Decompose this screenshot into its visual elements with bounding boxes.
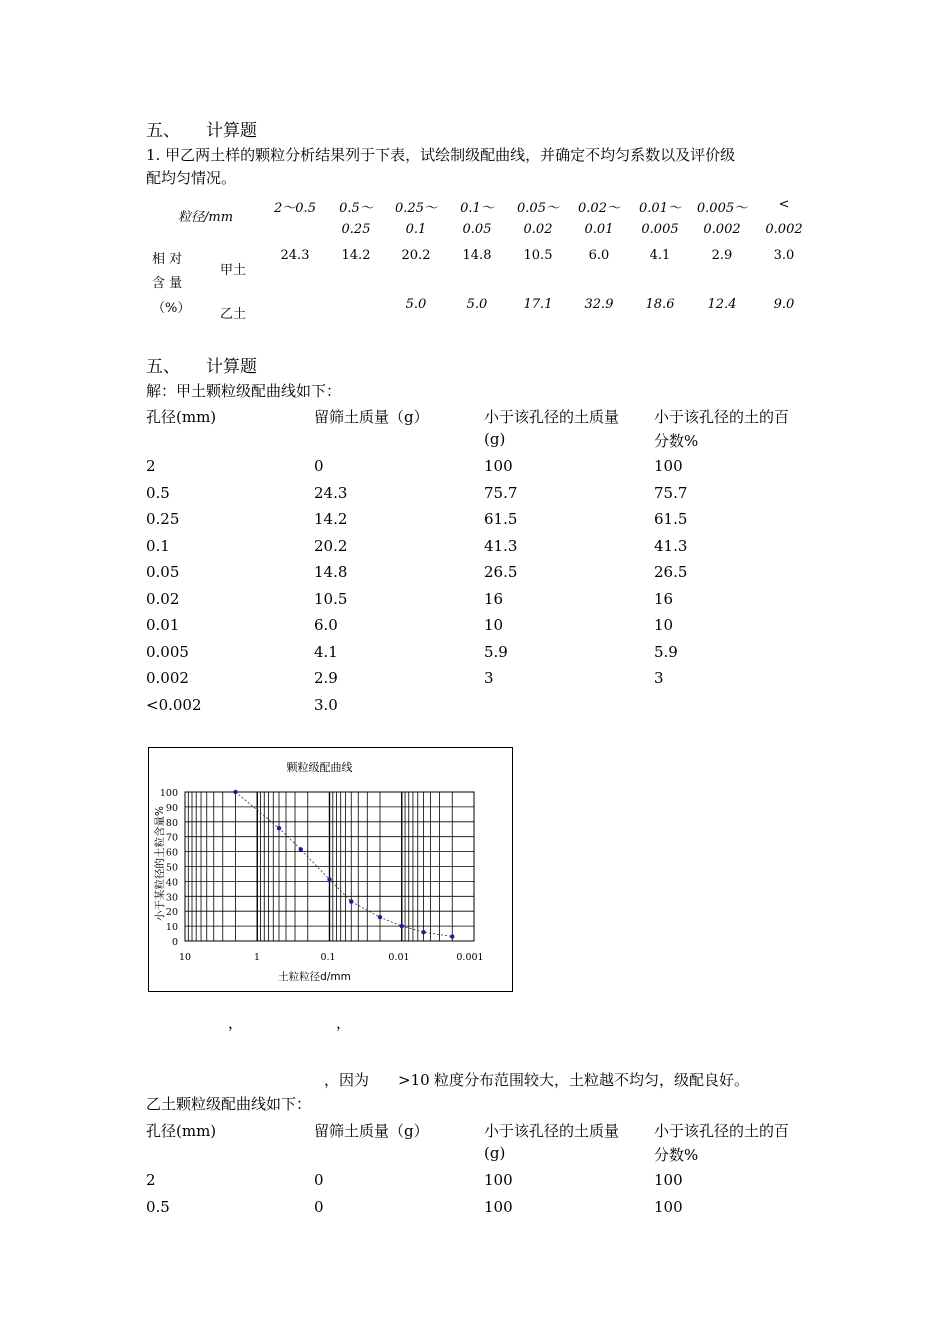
x-tick-label: 0.001 xyxy=(456,952,484,963)
table-cell: 41.3 xyxy=(654,536,688,555)
table-cell: 0.25 xyxy=(146,510,180,528)
table-cell: 10 xyxy=(654,616,674,634)
soil-a-value: 14.8 xyxy=(462,248,492,263)
y-tick-label: 100 xyxy=(159,788,178,799)
table-cell: 75.7 xyxy=(654,483,688,502)
section-title: 计算题 xyxy=(206,121,257,141)
data-point xyxy=(327,877,331,881)
grading-curve-chart xyxy=(148,747,513,992)
data-point xyxy=(378,915,382,919)
y-tick-label: 0 xyxy=(171,937,178,948)
conclusion-part-c: 粒度分布范围较大，土粒越不均匀，级配良好。 xyxy=(434,1071,750,1089)
table-cell: 0 xyxy=(314,1197,324,1216)
content-label-1: 相 对 xyxy=(152,252,183,267)
size-range-top: 0.5～ xyxy=(339,201,373,216)
soil-a-label: 甲土 xyxy=(220,263,247,278)
data-point xyxy=(277,826,281,830)
data-point xyxy=(233,790,237,794)
data-point xyxy=(450,934,454,938)
chart-svg xyxy=(149,748,511,990)
y-tick-label: 20 xyxy=(165,907,178,919)
x-tick-label: 0.01 xyxy=(388,952,410,963)
table-cell: 0.1 xyxy=(146,536,170,555)
table-cell: 0.01 xyxy=(146,616,180,634)
table-cell: 5.9 xyxy=(484,642,508,661)
size-range-top: 0.1～ xyxy=(460,201,494,216)
x-axis-label: 土粒粒径d/mm xyxy=(278,971,351,983)
problem-text-line2: 配均匀情况。 xyxy=(146,169,237,187)
table-cell: 2 xyxy=(146,1171,156,1189)
table-cell: 100 xyxy=(654,1197,683,1216)
data-point xyxy=(349,899,353,903)
table-cell: 100 xyxy=(654,457,683,475)
soil-a-value: 2.9 xyxy=(711,248,733,263)
soil-a-value: 6.0 xyxy=(588,248,610,263)
size-range-bottom: 0.002 xyxy=(765,222,803,237)
section2-number: 五、 xyxy=(146,357,180,377)
table-cell: 0.005 xyxy=(146,642,189,661)
column-header-cont: (g) xyxy=(484,1144,506,1162)
table-cell: 61.5 xyxy=(484,510,518,528)
size-range-bottom: 0.25 xyxy=(341,222,371,237)
column-header: 孔径(mm) xyxy=(146,1122,217,1140)
x-tick-label: 10 xyxy=(178,952,192,963)
table-cell: 61.5 xyxy=(654,510,688,528)
soil-b-value: 5.0 xyxy=(466,297,488,312)
comma-2: ， xyxy=(336,1014,352,1032)
table-cell: 0.5 xyxy=(146,1197,170,1216)
table-cell: 100 xyxy=(654,1171,683,1189)
conclusion-part-b: >10 xyxy=(398,1071,430,1089)
y-axis-label: 小于某粒径的土粒含量% xyxy=(154,806,166,921)
x-tick-label: 1 xyxy=(253,952,261,963)
data-point xyxy=(421,930,425,934)
y-tick-label: 90 xyxy=(165,802,178,814)
soil-a-value: 3.0 xyxy=(773,248,795,263)
soil-b-intro: 乙土颗粒级配曲线如下： xyxy=(146,1095,312,1113)
chart-title: 颗粒级配曲线 xyxy=(286,761,353,774)
table-cell: 3.0 xyxy=(314,695,338,714)
size-range-top: < xyxy=(778,197,790,212)
table-cell: 2.9 xyxy=(314,669,338,687)
size-range-top: 0.01～ xyxy=(639,201,681,216)
x-tick-label: 0.1 xyxy=(320,952,336,963)
table-cell: 100 xyxy=(484,1171,513,1189)
table-cell: 16 xyxy=(654,589,674,608)
table-cell: 24.3 xyxy=(314,483,348,502)
section2-title: 计算题 xyxy=(206,357,257,377)
table-cell: 0.5 xyxy=(146,483,170,502)
soil-a-value: 4.1 xyxy=(649,248,671,263)
size-range-top: 0.005～ xyxy=(696,201,748,216)
table-cell: 20.2 xyxy=(314,536,348,555)
size-range-bottom: 0.005 xyxy=(641,222,679,237)
column-header-cont: 分数% xyxy=(654,1146,699,1164)
table-cell: 0 xyxy=(314,457,324,475)
table-cell: 3 xyxy=(654,669,664,687)
size-range-bottom: 0.05 xyxy=(462,222,492,237)
table-cell: 5.9 xyxy=(654,642,678,661)
table-cell: 0 xyxy=(314,1171,324,1189)
size-range-bottom: 0.1 xyxy=(405,222,427,237)
y-tick-label: 70 xyxy=(165,832,178,844)
column-header: 小于该孔径的土质量 xyxy=(484,1122,620,1140)
y-tick-label: 80 xyxy=(165,817,178,829)
column-header-cont: (g) xyxy=(484,430,506,448)
column-header: 小于该孔径的土的百 xyxy=(654,1122,790,1140)
soil-a-value: 14.2 xyxy=(341,248,371,263)
comma-1: ， xyxy=(228,1014,244,1032)
y-tick-label: 30 xyxy=(165,892,178,904)
size-range-bottom: 0.002 xyxy=(703,222,741,237)
soil-b-value: 18.6 xyxy=(645,297,675,312)
column-header: 留筛土质量（g） xyxy=(314,1122,429,1140)
table-cell: <0.002 xyxy=(146,695,202,714)
size-range-bottom: 0.01 xyxy=(584,222,614,237)
row-label-size: 粒径/mm xyxy=(178,210,234,225)
table-cell: 3 xyxy=(484,669,494,687)
soil-b-label: 乙土 xyxy=(220,307,247,322)
table-cell: 10.5 xyxy=(314,589,348,608)
table-cell: 10 xyxy=(484,616,504,634)
size-range-top: 0.02～ xyxy=(578,201,620,216)
table-cell: 14.8 xyxy=(314,563,348,581)
size-range-top: 0.25～ xyxy=(395,201,437,216)
soil-b-value: 32.9 xyxy=(584,297,614,312)
soil-b-value: 12.4 xyxy=(707,297,737,312)
soil-a-value: 10.5 xyxy=(523,248,553,263)
table-cell: 0.02 xyxy=(146,589,180,608)
table-cell: 14.2 xyxy=(314,510,348,528)
size-range-top: 2～0.5 xyxy=(274,201,316,216)
column-header: 孔径(mm) xyxy=(146,408,217,426)
table-cell: 26.5 xyxy=(654,563,688,581)
table-cell: 6.0 xyxy=(314,616,338,634)
table-cell: 0.002 xyxy=(146,669,189,687)
table-cell: 2 xyxy=(146,457,156,475)
soil-b-value: 5.0 xyxy=(405,297,427,312)
table-cell: 0.05 xyxy=(146,563,180,581)
table-cell: 4.1 xyxy=(314,642,338,661)
soil-b-value: 9.0 xyxy=(773,297,795,312)
soil-a-value: 20.2 xyxy=(401,248,431,263)
table-cell: 41.3 xyxy=(484,536,518,555)
column-header-cont: 分数% xyxy=(654,432,699,450)
solution-intro: 解：甲土颗粒级配曲线如下： xyxy=(146,382,342,400)
y-tick-label: 60 xyxy=(165,847,178,859)
soil-b-value: 17.1 xyxy=(523,297,553,312)
y-tick-label: 50 xyxy=(165,862,178,874)
y-tick-label: 10 xyxy=(165,922,178,934)
table-cell: 26.5 xyxy=(484,563,518,581)
table-cell: 75.7 xyxy=(484,483,518,502)
size-range-bottom: 0.02 xyxy=(523,222,553,237)
soil-a-value: 24.3 xyxy=(280,248,310,263)
table-cell: 16 xyxy=(484,589,504,608)
table-cell: 100 xyxy=(484,457,513,475)
table-cell: 100 xyxy=(484,1197,513,1216)
conclusion-part-a: ，因为 xyxy=(324,1071,370,1089)
section-number: 五、 xyxy=(146,121,180,141)
data-point xyxy=(400,924,404,928)
y-tick-label: 40 xyxy=(165,877,178,889)
column-header: 留筛土质量（g） xyxy=(314,408,429,426)
column-header: 小于该孔径的土质量 xyxy=(484,408,620,426)
problem-text-line1: 1. 甲乙两土样的颗粒分析结果列于下表，试绘制级配曲线，并确定不均匀系数以及评价级 xyxy=(146,146,736,164)
size-range-top: 0.05～ xyxy=(517,201,559,216)
column-header: 小于该孔径的土的百 xyxy=(654,408,790,426)
content-label-3: （%） xyxy=(152,301,191,316)
content-label-2: 含 量 xyxy=(152,276,183,291)
data-point xyxy=(299,847,303,851)
